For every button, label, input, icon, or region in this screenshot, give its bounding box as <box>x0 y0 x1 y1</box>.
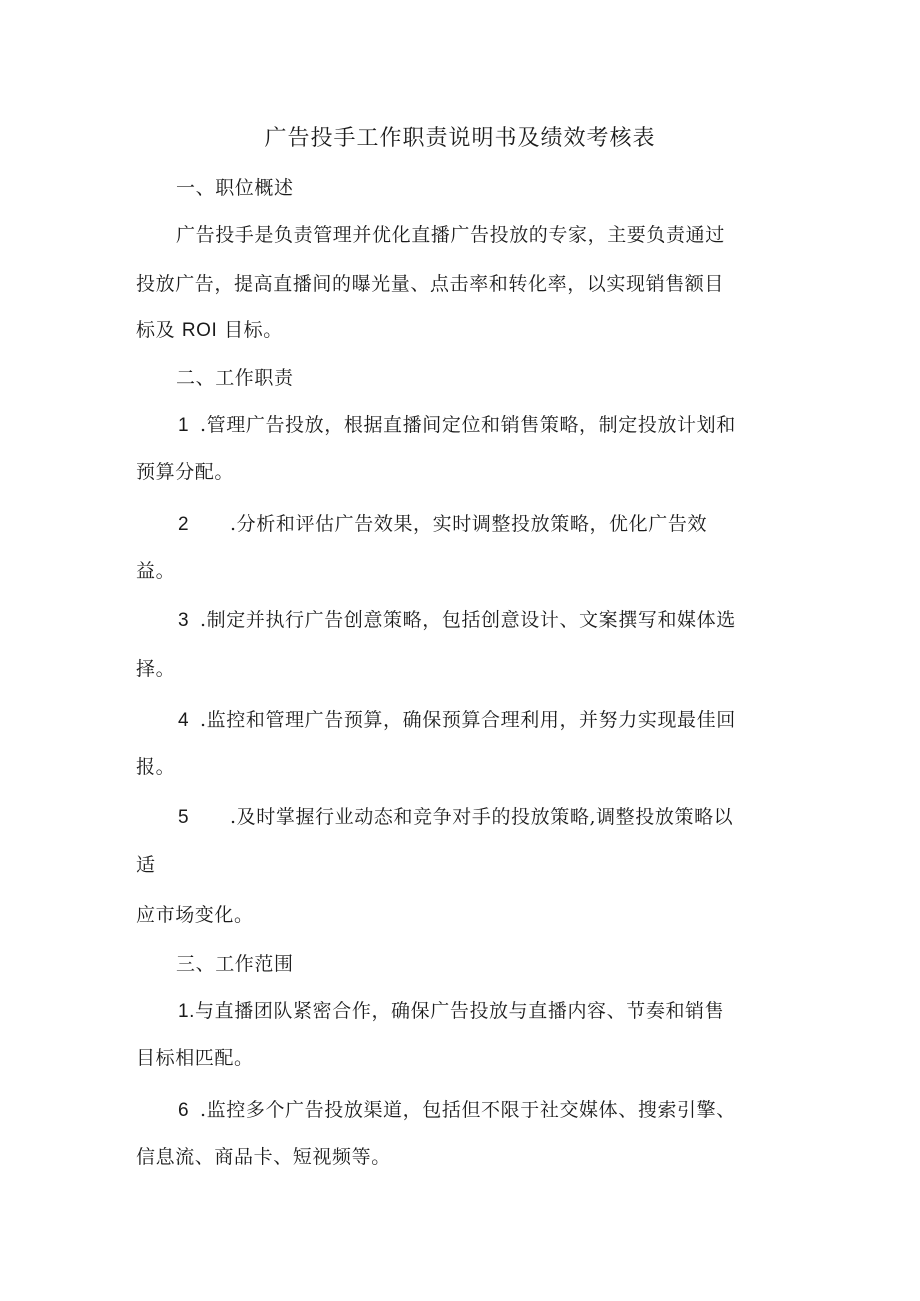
section-heading-overview: 一、职位概述 <box>176 177 294 199</box>
scope-text: .监控多个广告投放渠道，包括但不限于社交媒体、搜索引擎、 <box>200 1099 736 1121</box>
duty-item-3 <box>178 608 736 633</box>
scope-item-2 <box>178 1098 736 1123</box>
duty-text: .分析和评估广告效果，实时调整投放策略，优化广告效 <box>230 513 708 535</box>
roi-text: ROI <box>181 320 218 341</box>
scope-number: 1. <box>178 1001 196 1022</box>
overview-text-b: 目标。 <box>224 319 283 341</box>
duty-item-2 <box>178 512 707 537</box>
duty-item-5 <box>178 805 733 830</box>
scope-number: 6 <box>178 1100 190 1121</box>
overview-paragraph-line-2: 投放广告，提高直播间的曝光量、点击率和转化率，以实现销售额目 <box>136 273 725 295</box>
duty-text: .制定并执行广告创意策略，包括创意设计、文案撰写和媒体选 <box>200 609 736 631</box>
duty-item-3-cont: 择。 <box>136 658 176 680</box>
duty-number: 1 <box>178 415 190 436</box>
duty-item-1-cont: 预算分配。 <box>136 461 235 483</box>
duty-item-5-cont-2: 应市场变化。 <box>136 904 254 926</box>
duty-number: 4 <box>178 710 190 731</box>
scope-text: 与直播团队紧密合作，确保广告投放与直播内容、节奏和销售 <box>195 1000 725 1022</box>
duty-item-2-cont: 益。 <box>136 560 176 582</box>
scope-item-2-cont: 信息流、商品卡、短视频等。 <box>136 1146 391 1168</box>
duty-text: .及时掌握行业动态和竞争对手的投放策略,调整投放策略以 <box>230 806 734 828</box>
duty-text: .管理广告投放，根据直播间定位和销售策略，制定投放计划和 <box>200 414 736 436</box>
overview-paragraph-line-3 <box>136 318 283 343</box>
overview-paragraph-line-1: 广告投手是负责管理并优化直播广告投放的专家，主要负责通过 <box>176 224 725 246</box>
duty-number: 2 <box>178 514 190 535</box>
document-title: 广告投手工作职责说明书及绩效考核表 <box>264 126 656 151</box>
section-heading-duties: 二、工作职责 <box>176 367 294 389</box>
scope-item-1 <box>178 999 724 1024</box>
overview-text-a: 标及 <box>136 319 176 341</box>
scope-item-1-cont: 目标相匹配。 <box>136 1047 254 1069</box>
section-heading-scope: 三、工作范围 <box>176 953 294 975</box>
duty-item-1 <box>178 413 736 438</box>
duty-item-4-cont: 报。 <box>136 756 176 778</box>
duty-item-5-cont: 适 <box>136 854 156 876</box>
duty-number: 3 <box>178 610 190 631</box>
duty-text: .监控和管理广告预算，确保预算合理利用，并努力实现最佳回 <box>200 709 736 731</box>
duty-item-4 <box>178 708 736 733</box>
duty-number: 5 <box>178 807 190 828</box>
